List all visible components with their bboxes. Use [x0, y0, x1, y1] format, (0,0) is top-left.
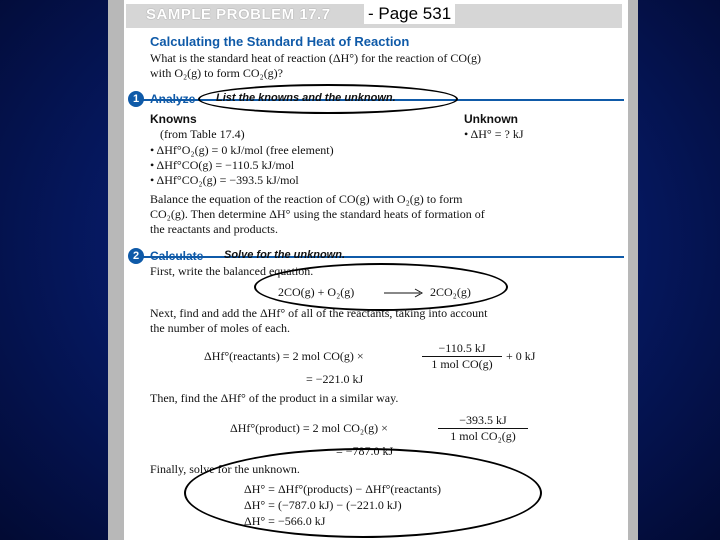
equation-reactants: 2CO(g) + O₂(g): [278, 285, 355, 299]
final-equation-line: ΔH° = −566.0 kJ: [244, 514, 326, 528]
analyze-instruction: List the knowns and the unknown.: [216, 92, 396, 104]
reactants-expression: ΔHf°(reactants) = 2 mol CO(g) ×: [204, 349, 364, 363]
page-right-margin: [628, 0, 638, 540]
finally-step-text: Finally, solve for the unknown.: [150, 462, 300, 476]
analyze-text-line: the reactants and products.: [150, 222, 278, 236]
page-reference: - Page 531: [364, 4, 455, 24]
product-result: = −787.0 kJ: [336, 444, 394, 458]
known-item: • ΔHf°CO(g) = −110.5 kJ/mol: [150, 158, 295, 172]
knowns-heading: Knowns: [150, 112, 197, 126]
textbook-page: [108, 0, 638, 540]
reactants-fraction: [422, 341, 502, 372]
problem-line-2: with O₂(g) to form CO₂(g)?: [150, 66, 284, 80]
first-step-text: First, write the balanced equation.: [150, 264, 314, 278]
calculate-instruction: Solve for the unknown.: [224, 249, 346, 261]
final-equation-line: ΔH° = (−787.0 kJ) − (−221.0 kJ): [244, 498, 402, 512]
next-step-line: Next, find and add the ΔHf° of all of the reactants, taking into account: [150, 306, 488, 320]
unknown-item: • ΔH° = ? kJ: [464, 127, 524, 141]
analyze-label: Analyze: [150, 92, 196, 106]
reactants-result: = −221.0 kJ: [306, 372, 364, 386]
reactants-addend: + 0 kJ: [506, 349, 536, 363]
problem-line-1: What is the standard heat of reaction (ΔH°) for the reaction of CO(g): [150, 51, 482, 65]
equation-products: 2CO₂(g): [430, 285, 471, 299]
page-left-margin: [108, 0, 124, 540]
calculate-step-badge: 2: [128, 248, 144, 264]
equation-highlight-oval: [254, 263, 508, 311]
product-expression: ΔHf°(product) = 2 mol CO₂(g) ×: [230, 421, 388, 435]
unknown-heading: Unknown: [464, 112, 518, 126]
analyze-highlight-oval: [198, 84, 458, 114]
analyze-text-line: CO₂(g). Then determine ΔH° using the standard heats of formation of: [150, 207, 485, 221]
analyze-step-badge: 1: [128, 91, 144, 107]
next-step-line: the number of moles of each.: [150, 321, 290, 335]
product-fraction-denominator: 1 mol CO₂(g): [450, 429, 516, 443]
calculate-label: Calculate: [150, 249, 204, 263]
analyze-text-line: Balance the equation of the reaction of CO(g) with O₂(g) to form: [150, 192, 463, 206]
final-answer-highlight-oval: [184, 448, 542, 538]
known-item: • ΔHf°CO₂(g) = −393.5 kJ/mol: [150, 173, 299, 187]
calculate-divider: [138, 256, 624, 258]
product-fraction-numerator: −393.5 kJ: [438, 413, 528, 429]
sample-problem-title: SAMPLE PROBLEM 17.7: [146, 6, 331, 23]
knowns-source: (from Table 17.4): [160, 127, 245, 141]
product-fraction: [438, 413, 528, 444]
reactants-fraction-denominator: 1 mol CO(g): [431, 357, 493, 371]
problem-heading: Calculating the Standard Heat of Reaction: [150, 34, 410, 49]
then-step-text: Then, find the ΔHf° of the product in a similar way.: [150, 391, 399, 405]
final-equation-line: ΔH° = ΔHf°(products) − ΔHf°(reactants): [244, 482, 442, 496]
reactants-fraction-numerator: −110.5 kJ: [422, 341, 502, 357]
known-item: • ΔHf°O₂(g) = 0 kJ/mol (free element): [150, 143, 334, 157]
